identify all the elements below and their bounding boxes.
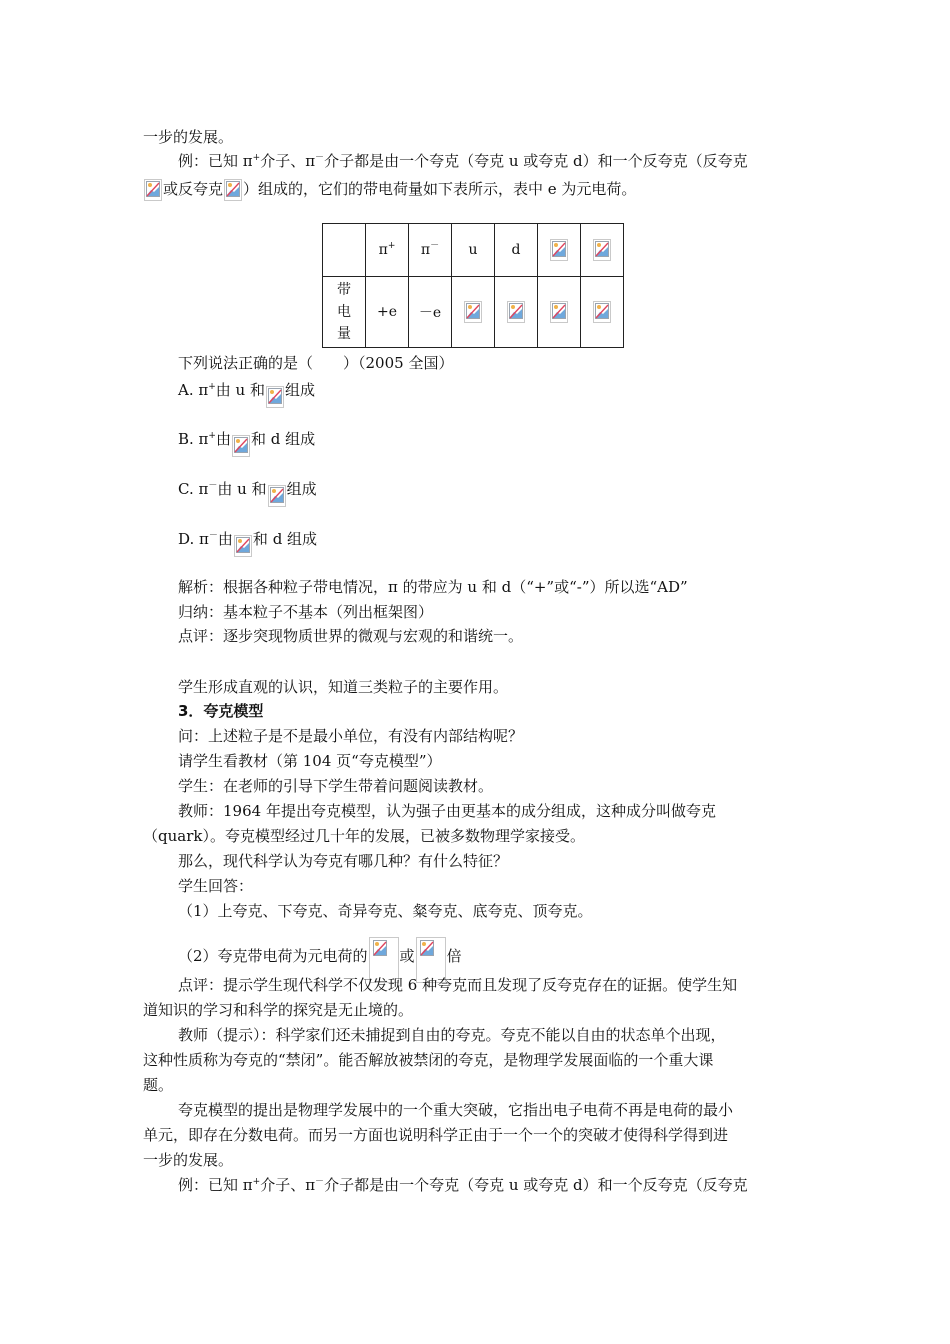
comment-line: 点评：提示学生现代科学不仅发现 6 种夸克而且发现了反夸克存在的证据。使学生知 [178,976,738,994]
broken-image-icon [266,386,284,408]
comment: 点评：逐步突现物质世界的微观与宏观的和谐统一。 [178,627,524,645]
table-row [323,277,624,348]
example-line-3: 例：已知 π+介子、π－介子都是由一个夸克（夸克 u 或夸克 d）和一个反夸克（反夸克 [178,1176,748,1194]
table-row [323,224,624,277]
comment-line-cont: 道知识的学习和科学的探究是无止境的。 [143,1001,414,1019]
option-b: B. π+由 和 d 组成 [178,428,315,457]
teacher-hint: 教师（提示）：科学家们还未捕捉到自由的夸克。夸克不能以自由的状态单个出现， [178,1026,726,1044]
table-cell: d [495,224,538,277]
student-line: 学生：在老师的引导下学生带着问题阅读教材。 [178,777,494,795]
broken-image-icon [144,179,162,201]
question-line: 问：上述粒子是不是最小单位，有没有内部结构呢？ [178,727,524,745]
table-cell: －e [409,277,452,348]
analysis: 解析：根据各种粒子带电情况，π 的带应为 u 和 d（“+”或“-”）所以选“AD” [178,578,688,596]
option-c: C. π－由 u 和 组成 [178,478,317,507]
example-line-2: 或反夸克 ）组成的，它们的带电荷量如下表所示，表中 e 为元电荷。 [143,178,636,201]
table-cell: π－ [409,224,452,277]
table-cell [538,224,581,277]
broken-image-icon [224,179,242,201]
paragraph-line: 夸克模型的提出是物理学发展中的一个重大突破，它指出电子电荷不再是电荷的最小 [178,1101,734,1119]
broken-image-icon [268,485,286,507]
table-cell [538,277,581,348]
broken-image-icon [464,301,482,323]
table-cell: +e [366,277,409,348]
read-instruction: 请学生看教材（第 104 页“夸克模型”） [178,752,442,770]
teacher-line: 教师：1964 年提出夸克模型，认为强子由更基本的成分组成，这种成分叫做夸克 [178,802,716,820]
broken-image-icon [593,239,611,261]
charge-table [322,223,624,348]
table-cell [581,224,624,277]
broken-image-icon [507,301,525,323]
broken-image-icon [550,239,568,261]
summary: 归纳：基本粒子不基本（列出框架图） [178,603,434,621]
teacher-line-cont: （quark）。夸克模型经过几十年的发展，已被多数物理学家接受。 [143,827,585,845]
table-cell [495,277,538,348]
student-understanding: 学生形成直观的认识，知道三类粒子的主要作用。 [178,678,509,696]
broken-image-icon [232,435,250,457]
row-label: 带 电 量 [323,277,366,348]
student-answer-label: 学生回答： [178,877,254,895]
table-cell [323,224,366,277]
para-fragment: 一步的发展。 [143,128,234,146]
table-cell: u [452,224,495,277]
teacher-hint-cont: 这种性质称为夸克的“禁闭”。能否解放被禁闭的夸克，是物理学发展面临的一个重大课 [143,1051,714,1069]
paragraph-line: 单元，即存在分数电荷。而另一方面也说明科学正由于一个一个的突破才使得科学得到进 [143,1126,729,1144]
option-a: A. π+由 u 和 组成 [178,379,315,408]
answer-2: （2）夸克带电荷为元电荷的 或 倍 [178,937,462,983]
section-heading: 3．夸克模型 [178,702,264,720]
broken-image-icon [550,301,568,323]
broken-image-icon [234,535,252,557]
table-cell: π+ [366,224,409,277]
teacher-hint-end: 题。 [143,1076,174,1094]
paragraph-line: 一步的发展。 [143,1151,234,1169]
table-cell [581,277,624,348]
example-line-1: 例：已知 π+介子、π－介子都是由一个夸克（夸克 u 或夸克 d）和一个反夸克（反夸克 [178,152,748,170]
option-d: D. π－由 和 d 组成 [178,528,317,557]
follow-question: 那么，现代科学认为夸克有哪几种？有什么特征？ [178,852,509,870]
question: 下列说法正确的是（ ）（2005 全国） [178,354,454,372]
answer-1: （1）上夸克、下夸克、奇异夸克、粲夸克、底夸克、顶夸克。 [178,902,593,920]
table-cell [452,277,495,348]
broken-image-icon [593,301,611,323]
